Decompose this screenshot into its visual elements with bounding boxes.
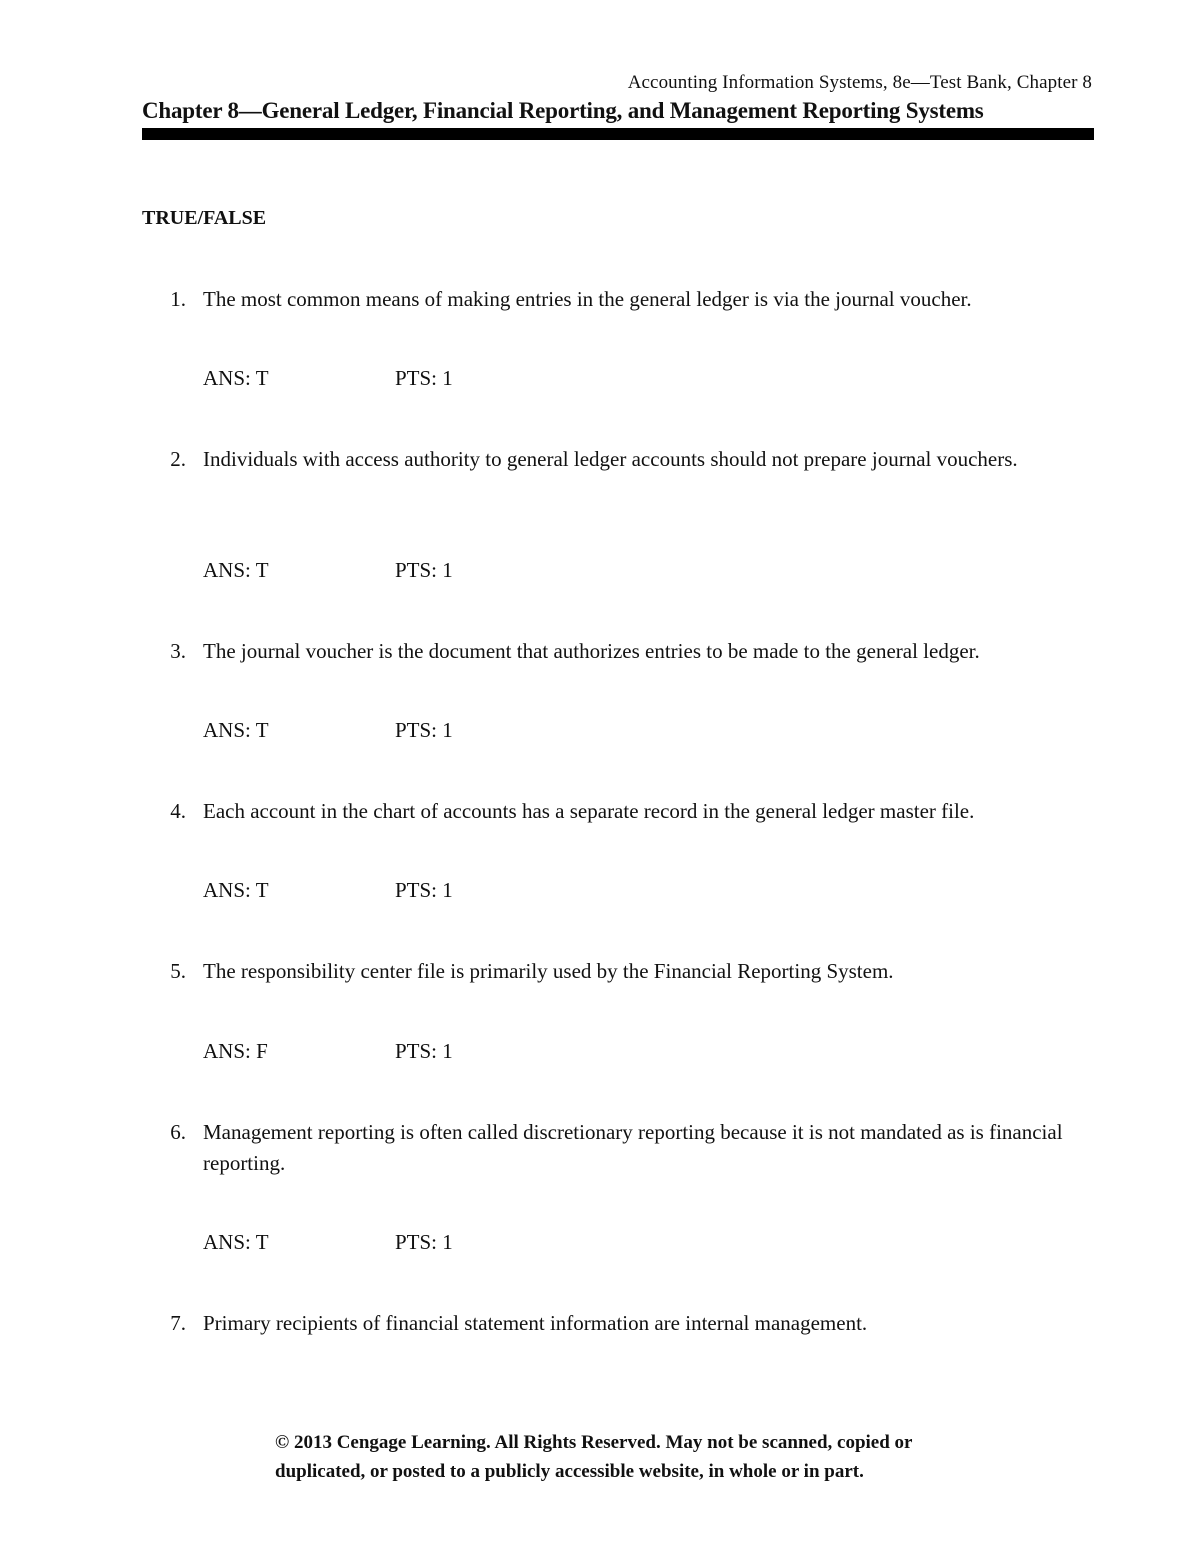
question-1: [142, 284, 1102, 315]
question-text: Primary recipients of financial statement information are internal management.: [203, 1311, 868, 1335]
question-2: [142, 444, 1102, 475]
question-number: 1.: [170, 287, 186, 311]
question-6: [142, 1117, 1102, 1179]
page-header: [142, 70, 1094, 140]
question-3: [142, 636, 1102, 667]
chapter-title: Chapter 8—General Ledger, Financial Reporting, and Management Reporting Systems: [142, 98, 984, 123]
answer: ANS: T: [203, 878, 269, 902]
answer: ANS: T: [203, 366, 269, 390]
answer-line-3: [203, 716, 453, 744]
points: PTS: 1: [395, 1039, 453, 1063]
copyright-line-2: duplicated, or posted to a publicly accessible website, in whole or in part.: [275, 1461, 864, 1482]
points: PTS: 1: [395, 558, 453, 582]
answer: ANS: T: [203, 1230, 269, 1254]
question-4: [142, 796, 1102, 827]
answer-line-2: [203, 556, 453, 584]
answer-line-6: [203, 1228, 453, 1256]
question-text: The journal voucher is the document that authorizes entries to be made to the general ledger.: [203, 639, 980, 663]
question-text: The responsibility center file is primarily used by the Financial Reporting System.: [203, 959, 894, 983]
answer: ANS: T: [203, 718, 269, 742]
question-number: 2.: [170, 447, 186, 471]
points: PTS: 1: [395, 1230, 453, 1254]
points: PTS: 1: [395, 718, 453, 742]
question-7: [142, 1308, 1102, 1339]
answer-line-1: [203, 364, 453, 392]
question-text: Individuals with access authority to general ledger accounts should not prepare journal vouchers.: [203, 447, 1018, 471]
question-number: 6.: [170, 1120, 186, 1144]
section-heading: TRUE/FALSE: [142, 207, 267, 229]
question-5: [142, 956, 1102, 987]
question-number: 5.: [170, 959, 186, 983]
points: PTS: 1: [395, 878, 453, 902]
answer: ANS: T: [203, 558, 269, 582]
running-head: Accounting Information Systems, 8e—Test Bank, Chapter 8: [627, 72, 1092, 93]
copyright-footer: [275, 1428, 1035, 1486]
answer-line-5: [203, 1037, 453, 1065]
question-number: 7.: [170, 1311, 186, 1335]
points: PTS: 1: [395, 366, 453, 390]
question-text: Management reporting is often called discretionary reporting because it is not mandated as is financial reporting.: [203, 1120, 1063, 1175]
question-number: 4.: [170, 799, 186, 823]
question-text: Each account in the chart of accounts has a separate record in the general ledger master file.: [203, 799, 975, 823]
question-number: 3.: [170, 639, 186, 663]
answer: ANS: F: [203, 1039, 268, 1063]
question-text: The most common means of making entries in the general ledger is via the journal voucher.: [203, 287, 972, 311]
copyright-line-1: © 2013 Cengage Learning. All Rights Reserved. May not be scanned, copied or: [275, 1432, 913, 1453]
title-rule: [142, 128, 1094, 140]
answer-line-4: [203, 876, 453, 904]
